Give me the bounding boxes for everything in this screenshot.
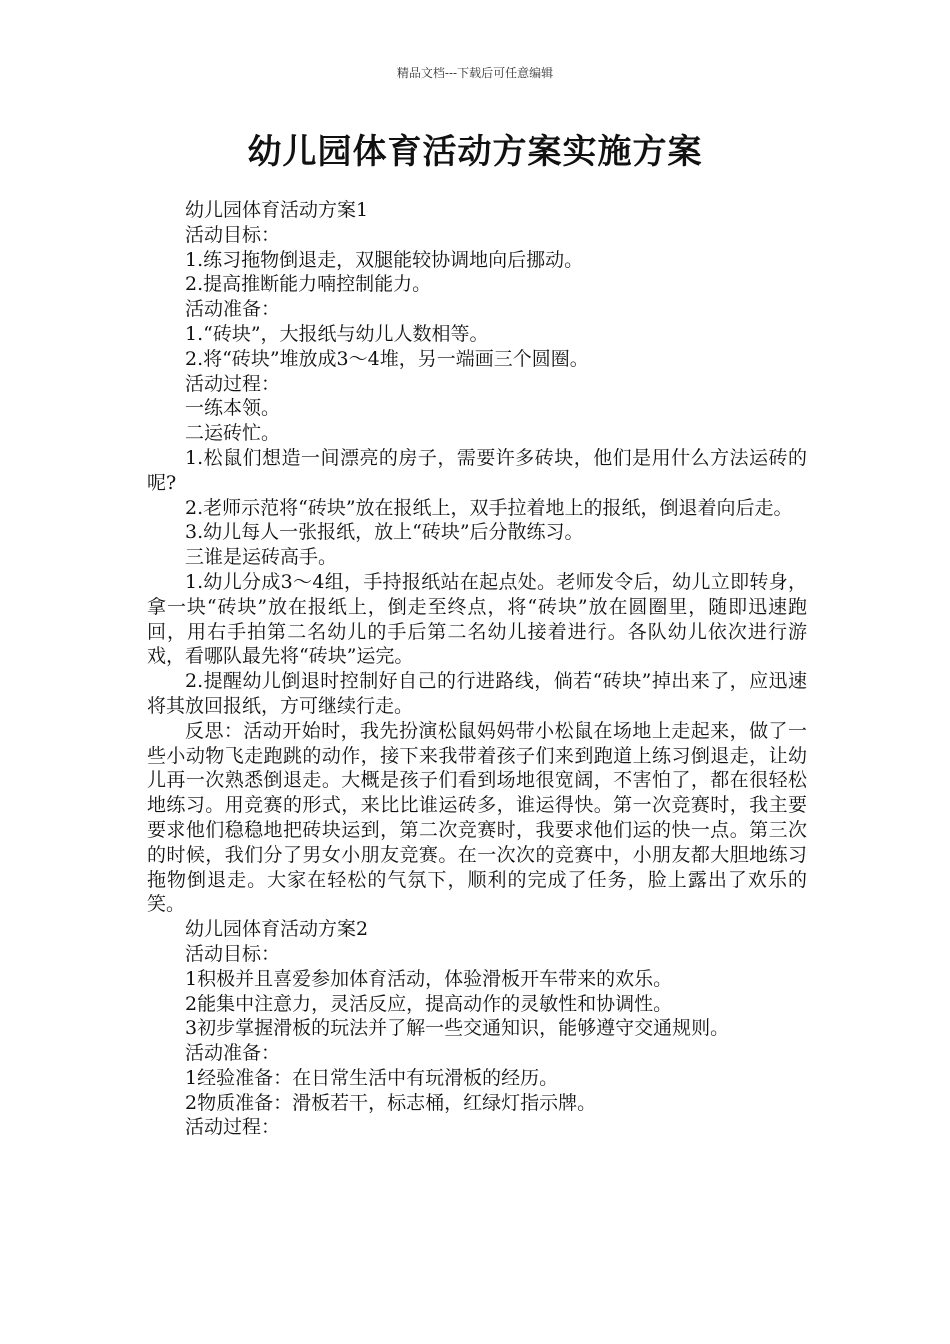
- paragraph: 反思：活动开始时，我先扮演松鼠妈妈带小松鼠在场地上走起来，做了一些小动物飞走跑跳的动作，接下来我带着孩子们来到跑道上练习倒退走，让幼儿再一次熟悉倒退走。大概是孩子们看到场地很宽阔，不害怕了，都在很轻松地练习。用竞赛的形式，来比比谁运砖多，谁运得快。第一次竞赛时，我主要要求他们稳稳地把砖块运到，第二次竞赛时，我要求他们运的快一点。第三次的时候，我们分了男女小朋友竞赛。在一次次的竞赛中，小朋友都大胆地练习拖物倒退走。大家在轻松的气氛下，顺利的完成了任务，脸上露出了欢乐的笑。: [147, 719, 807, 916]
- paragraph: 活动目标：: [185, 223, 281, 246]
- paragraph: 一练本领。: [185, 397, 281, 420]
- paragraph: 活动过程：: [185, 1116, 281, 1139]
- paragraph: 幼儿园体育活动方案2: [185, 918, 369, 941]
- page-header: 精品文档---下载后可任意编辑: [396, 66, 554, 80]
- paragraph: 活动目标：: [185, 942, 281, 965]
- paragraph: 1经验准备：在日常生活中有玩滑板的经历。: [185, 1066, 559, 1089]
- paragraph: 2.将“砖块”堆放成3～4堆，另一端画三个圆圈。: [185, 347, 589, 370]
- paragraph: 活动过程：: [185, 372, 281, 395]
- paragraph: 1.“砖块”，大报纸与幼儿人数相等。: [185, 322, 489, 345]
- paragraph: 3.幼儿每人一张报纸，放上“砖块”后分散练习。: [185, 521, 584, 544]
- paragraph: 二运砖忙。: [185, 422, 281, 445]
- paragraph: 三谁是运砖高手。: [185, 546, 338, 569]
- paragraph: 幼儿园体育活动方案1: [185, 199, 369, 221]
- paragraph: 2能集中注意力，灵活反应，提高动作的灵敏性和协调性。: [185, 992, 673, 1015]
- paragraph: 1.幼儿分成3～4组，手持报纸站在起点处。老师发令后，幼儿立即转身，拿一块“砖块”放在报纸上，倒走至终点，将“砖块”放在圆圈里，随即迅速跑回，用右手拍第二名幼儿的手后第二名幼儿接着进行。各队幼儿依次进行游戏，看哪队最先将“砖块”运完。: [147, 570, 807, 668]
- paragraph: 活动准备：: [185, 1042, 281, 1065]
- paragraph: 3初步掌握滑板的玩法并了解一些交通知识，能够遵守交通规则。: [185, 1017, 730, 1040]
- paragraph: 2.提高推断能力喃控制能力。: [185, 273, 432, 296]
- paragraph: 1积极并且喜爱参加体育活动，体验滑板开车带来的欢乐。: [185, 967, 673, 990]
- document-body: [147, 198, 807, 1140]
- paragraph: 1.练习拖物倒退走，双腿能较协调地向后挪动。: [185, 248, 584, 271]
- document-title: 幼儿园体育活动方案实施方案: [247, 132, 703, 172]
- paragraph: 2.提醒幼儿倒退时控制好自己的行进路线，倘若“砖块”掉出来了，应迅速将其放回报纸，方可继续行走。: [147, 670, 807, 717]
- paragraph: 活动准备：: [185, 298, 281, 321]
- paragraph: 1.松鼠们想造一间漂亮的房子，需要许多砖块，他们是用什么方法运砖的呢?: [147, 446, 807, 494]
- paragraph: 2物质准备：滑板若干，标志桶，红绿灯指示牌。: [185, 1091, 597, 1114]
- paragraph: 2.老师示范将“砖块”放在报纸上，双手拉着地上的报纸，倒退着向后走。: [185, 496, 793, 519]
